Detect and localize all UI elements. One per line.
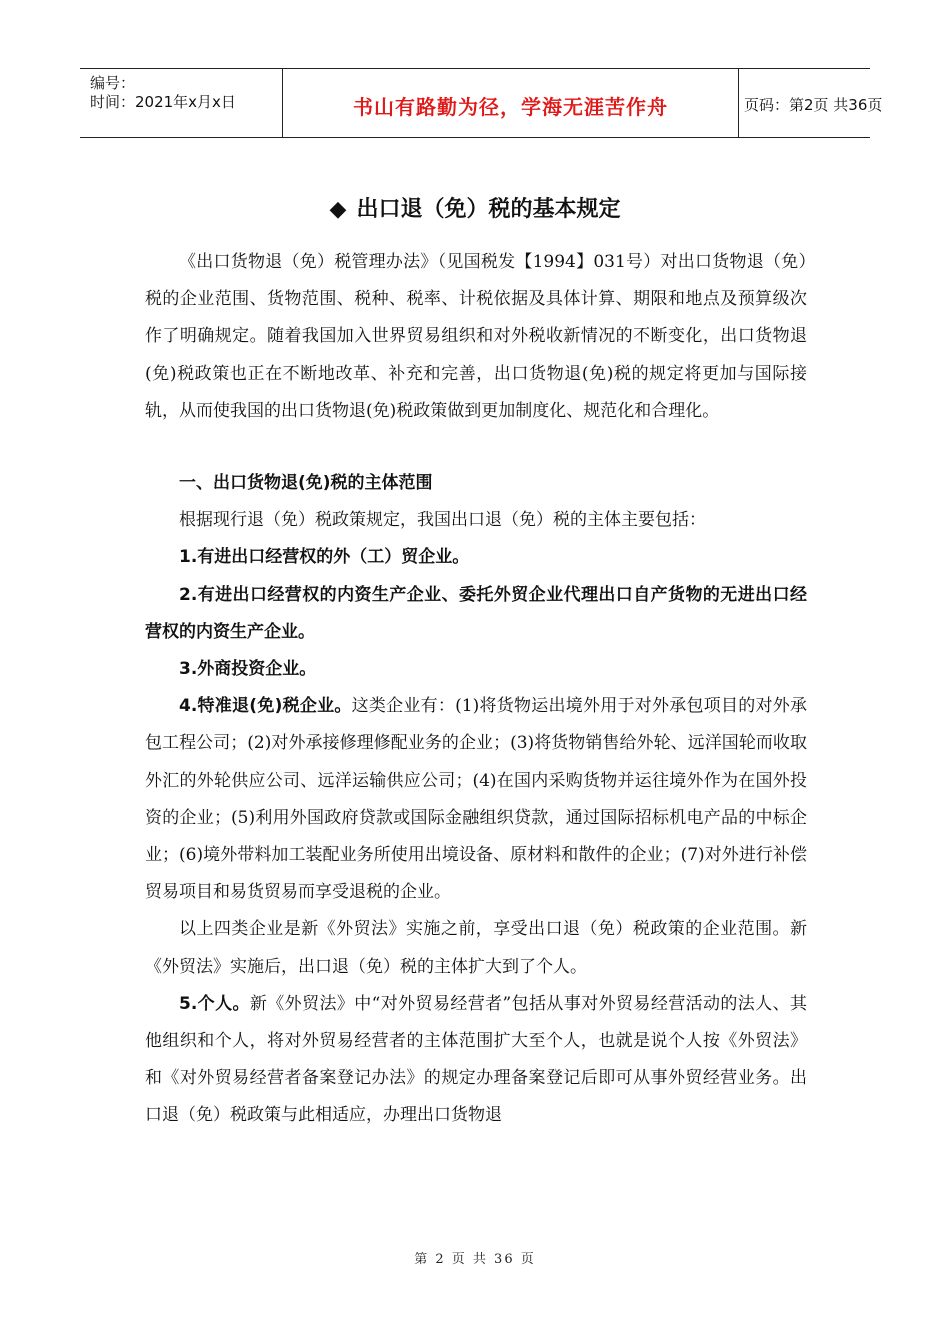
- document-body: [145, 244, 807, 1135]
- time-label: 时间：2021年x月x日: [90, 93, 236, 111]
- section-lead: 根据现行退（免）税政策规定，我国出口退（免）税的主体主要包括：: [179, 510, 706, 531]
- document-header-table: [80, 68, 883, 138]
- list-item-4: [145, 688, 807, 911]
- note-paragraph: 以上四类企业是新《外贸法》实施之前，享受出口退（免）税政策的企业范围。新《外贸法》实施后，出口退（免）税的主体扩大到了个人。: [145, 919, 807, 977]
- page-title: [0, 192, 950, 223]
- list-item-2: 2.有进出口经营权的内资生产企业、委托外贸企业代理出口自产货物的无进出口经营权的内资生产企业。: [145, 584, 807, 642]
- list-item-3: 3.外商投资企业。: [179, 659, 317, 680]
- diamond-bullet-icon: ◆: [329, 197, 347, 222]
- list-item-5-head: 5.个人。: [179, 993, 250, 1014]
- header-meta-cell: [80, 69, 282, 137]
- page-footer: 第 2 页 共 36 页: [414, 1252, 536, 1267]
- header-page-cell: [738, 69, 883, 137]
- intro-paragraph: 《出口货物退（免）税管理办法》（见国税发【1994】031号）对出口货物退（免）税的企业范围、货物范围、税种、税率、计税依据及具体计算、期限和地点及预算级次作了明确规定。随着我国加入世界贸易组织和对外税收新情况的不断变化，出口货物退(免)税政策也正在不断地改革、补充和完善，出口货物退(免)税的规定将更加与国际接轨，从而使我国的出口货物退(免)税政策做到更加制度化、规范化和合理化。: [145, 252, 807, 421]
- list-item-4-head: 4.特准退(免)税企业。: [179, 696, 352, 717]
- header-motto-cell: [282, 69, 739, 137]
- list-item-4-body: 这类企业有：(1)将货物运出境外用于对外承包项目的对外承包工程公司；(2)对外承接修理修配业务的企业；(3)将货物销售给外轮、远洋国轮而收取外汇的外轮供应公司、远洋运输供应公司；(4)在国内采购货物并运往境外作为在国外投资的企业；(5)利用外国政府贷款或国际金融组织贷款，通过国际招标机电产品的中标企业；(6)境外带料加工装配业务所使用出境设备、原材料和散件的企业；(7)对外进行补偿贸易项目和易货贸易而享受退税的企业。: [145, 696, 807, 903]
- number-label: 编号：: [90, 74, 136, 92]
- motto-text: 书山有路勤为径，学海无涯苦作舟: [353, 95, 668, 119]
- list-item-1: 1.有进出口经营权的外（工）贸企业。: [179, 547, 470, 568]
- title-text: 出口退（免）税的基本规定: [356, 197, 621, 222]
- list-item-5: [145, 986, 807, 1135]
- section-heading: 一、出口货物退(免)税的主体范围: [179, 473, 433, 494]
- page-info: 页码：第2页 共36页: [744, 96, 883, 114]
- list-item-5-body: 新《外贸法》中“对外贸易经营者”包括从事对外贸易经营活动的法人、其他组织和个人，将对外贸易经营者的主体范围扩大至个人，也就是说个人按《外贸法》和《对外贸易经营者备案登记办法》的规定办理备案登记后即可从事外贸经营业务。出口退（免）税政策与此相适应，办理出口货物退: [145, 993, 807, 1126]
